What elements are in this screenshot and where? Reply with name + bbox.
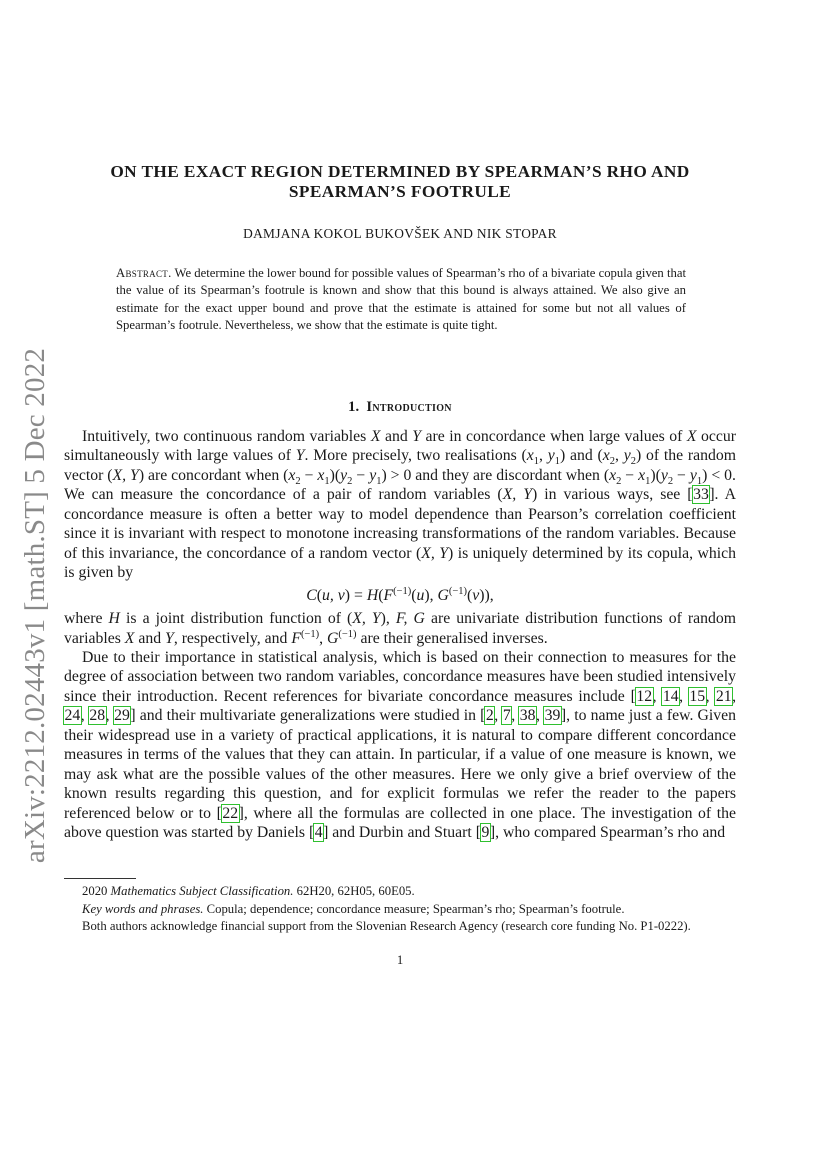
footnote-separator (64, 878, 136, 879)
citation-link[interactable]: 14 (662, 687, 679, 705)
citation-link[interactable]: 39 (544, 707, 561, 725)
citation-link[interactable]: 4 (314, 824, 323, 842)
paper-authors: DAMJANA KOKOL BUKOVŠEK AND NIK STOPAR (243, 226, 557, 241)
abstract-label: Abstract. (116, 266, 172, 280)
citation-link[interactable]: 12 (636, 687, 653, 705)
citation-link[interactable]: 9 (481, 824, 490, 842)
section-number: 1. (348, 399, 360, 415)
paragraph-2: Due to their importance in statistical analysis, which is based on their connection to measures for the degree of association between two random variables, concordance measures have been studied intensively since their introduction. Recent references for bivariate concordance measures include [12, 14, 15, 21, 24, 28, 29] and their multivariate generalizations were studied in [2, 7, 38, 39], to name just a few. Given their widespread use in a variety of practical applications, it is natural to compare different concordance measures in terms of the values that they can attain. In particular, if a value of one measure is known, we may ask what are the possible values of the other measures. Here we only give a brief overview of the known results regarding this question, and for explicit formulas we refer the reader to the papers referenced below or to [22], where all the formulas are collected in one place. The investigation of the above question was started by Daniels [4] and Durbin and Stuart [9], who compared Spearman’s rho and (64, 648, 737, 842)
citation-link[interactable]: 15 (689, 687, 706, 705)
citation-link[interactable]: 22 (222, 804, 239, 822)
citation-link[interactable]: 24 (64, 707, 81, 725)
paragraph-1: Intuitively, two continuous random variables X and Y are in concordance when large values of X occur simultaneously with large values of Y. More precisely, two realisations ($x_1$, $y_1$) and ($x_2$, $y_2$) of the random vector (X, Y) are concordant when $(x_2 - x_1)(y_2 - y_1) > 0$ and they are discordant when $(x_2 - x_1)(y_2 - y_1) < 0$. We can measure the concordance of a pair of random variables (X, Y) in various ways, see [33]. A concordance measure is often a better way to model dependence than Pearson’s correlation coefficient since it is invariant with respect to monotone increasing transformations of the random variables. Because of this invariance, the concordance of a random vector (X, Y) is uniquely determined by its copula, which is given by (64, 428, 737, 582)
page-number: 1 (396, 953, 404, 967)
citation-link[interactable]: 33 (693, 486, 709, 504)
footnotes (64, 883, 736, 936)
citation-link[interactable]: 7 (502, 707, 511, 725)
arxiv-sidebar-stamp (10, 347, 62, 863)
section-heading (64, 399, 736, 416)
section-title: Introduction (366, 399, 452, 415)
footnote-funding: Both authors acknowledge financial support from the Slovenian Research Agency (research core funding No. P1-0222). (82, 919, 691, 933)
abstract-text: We determine the lower bound for possible values of Spearman’s rho of a bivariate copula given that the value of its Spearman’s footrule is known and show that this bound is always attained. We also give an estimate for the exact upper bound and prove that the estimate is attained for some but not all values of Spearman’s footrule. Nevertheless, we show that the estimate is quite tight. (116, 266, 686, 332)
paragraph-1-continued: where H is a joint distribution function of (X, Y), F, G are univariate distribution functions of random variables X and Y, respectively, and $F^{(-1)}$, $G^{(-1)}$ are their generalised inverses. (64, 610, 736, 647)
citation-link[interactable]: 38 (519, 707, 536, 725)
footnote-msc: 2020 Mathematics Subject Classification. 62H20, 62H05, 60E05. (82, 884, 415, 898)
copula-equation: C(u, $v) = H(F^{(-1)}(u)$, $G^{(-1)}(v)$), (306, 585, 494, 604)
paper-title: ON THE EXACT REGION DETERMINED BY SPEARMAN’S RHO AND SPEARMAN’S FOOTRULE (110, 162, 690, 201)
abstract (116, 265, 686, 334)
citation-link[interactable]: 21 (715, 687, 732, 705)
citation-link[interactable]: 28 (89, 707, 106, 725)
citation-link[interactable]: 2 (485, 707, 494, 725)
footnote-keywords: Key words and phrases. Copula; dependence; concordance measure; Spearman’s rho; Spearman’s footrule. (82, 901, 625, 916)
arxiv-identifier: arXiv:2212.02443v1 [math.ST] 5 Dec 2022 (19, 347, 52, 863)
citation-link[interactable]: 29 (114, 707, 130, 725)
section-body (64, 427, 736, 843)
